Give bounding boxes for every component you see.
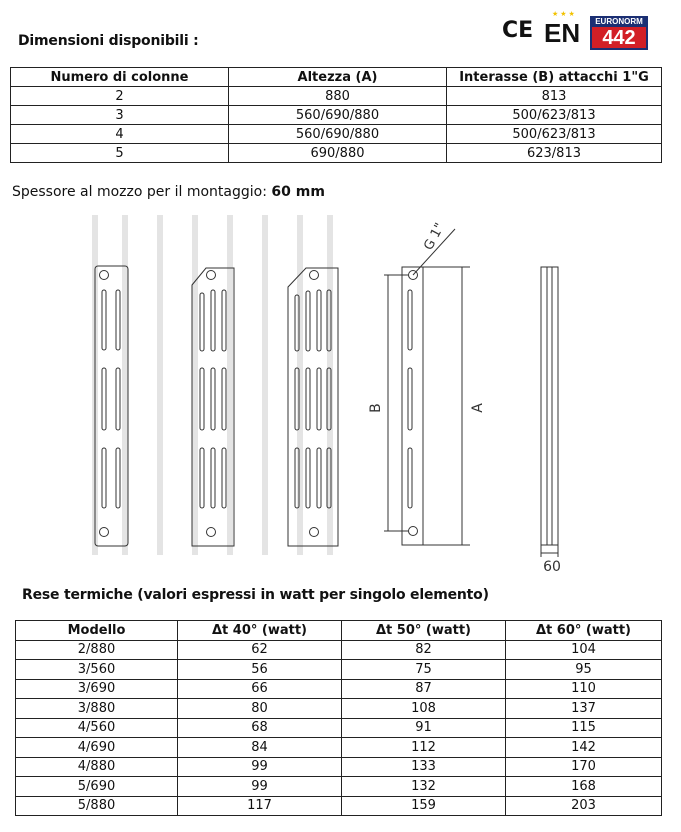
header-cell: Δt 40° (watt) [178, 621, 342, 641]
spessore-line [12, 184, 325, 200]
eu-stars-icon: ★★★ [552, 10, 577, 18]
table-row [16, 640, 662, 660]
label-a: A [470, 403, 486, 413]
table-row [16, 718, 662, 738]
table-cell: 87 [342, 679, 506, 699]
table-cell: 5/690 [16, 777, 178, 797]
table-cell: 117 [178, 796, 342, 816]
radiator-element-4-columns [288, 268, 338, 546]
euronorm-label: EURONORM [590, 16, 648, 27]
spessore-value: 60 mm [271, 184, 325, 200]
table-row [16, 699, 662, 719]
table-cell: 168 [506, 777, 662, 797]
rese-termiche-table [15, 620, 662, 816]
table-cell: 56 [178, 660, 342, 680]
table-cell: 4/880 [16, 757, 178, 777]
table-cell: 75 [342, 660, 506, 680]
table-row [11, 144, 662, 163]
spessore-label: Spessore al mozzo per il montaggio: [12, 184, 272, 200]
table-cell: 110 [506, 679, 662, 699]
label-60: 60 [543, 559, 561, 575]
table-row [11, 87, 662, 106]
table-row [11, 106, 662, 125]
table-cell: 80 [178, 699, 342, 719]
table-cell: 68 [178, 718, 342, 738]
table-cell: 142 [506, 738, 662, 758]
header-cell: Interasse (B) attacchi 1"G [447, 68, 662, 87]
table-cell: 4 [11, 125, 229, 144]
dimensioni-heading: Dimensioni disponibili : [18, 33, 199, 49]
table-cell: 4/690 [16, 738, 178, 758]
table-cell: 880 [229, 87, 447, 106]
table-row [16, 796, 662, 816]
table-cell: 3/690 [16, 679, 178, 699]
rese-heading: Rese termiche (valori espressi in watt per singolo elemento) [22, 587, 489, 603]
euronorm-number: 442 [602, 27, 636, 49]
table-cell: 99 [178, 757, 342, 777]
table-cell: 623/813 [447, 144, 662, 163]
table-cell: 104 [506, 640, 662, 660]
label-b: B [368, 403, 384, 413]
header-cell: Δt 50° (watt) [342, 621, 506, 641]
table-row [11, 125, 662, 144]
table-cell: 108 [342, 699, 506, 719]
table-row [16, 777, 662, 797]
table-header-row [16, 621, 662, 641]
table-cell: 62 [178, 640, 342, 660]
radiator-edge-view [541, 267, 558, 557]
table-cell: 560/690/880 [229, 125, 447, 144]
table-cell: 203 [506, 796, 662, 816]
table-cell: 133 [342, 757, 506, 777]
table-row [16, 757, 662, 777]
table-cell: 5 [11, 144, 229, 163]
table-cell: 115 [506, 718, 662, 738]
table-cell: 2 [11, 87, 229, 106]
dimensioni-table [10, 67, 662, 163]
table-row [16, 660, 662, 680]
table-cell: 4/560 [16, 718, 178, 738]
table-cell: 99 [178, 777, 342, 797]
radiator-side-view [384, 229, 470, 545]
table-cell: 560/690/880 [229, 106, 447, 125]
table-cell: 137 [506, 699, 662, 719]
table-cell: 95 [506, 660, 662, 680]
header-cell: Modello [16, 621, 178, 641]
table-cell: 132 [342, 777, 506, 797]
header-cell: Numero di colonne [11, 68, 229, 87]
table-cell: 5/880 [16, 796, 178, 816]
table-cell: 690/880 [229, 144, 447, 163]
table-cell: 170 [506, 757, 662, 777]
table-cell: 112 [342, 738, 506, 758]
table-cell: 3/880 [16, 699, 178, 719]
en-logo: EN [544, 18, 581, 48]
table-cell: 813 [447, 87, 662, 106]
ce-mark-logo: CE [502, 18, 534, 43]
table-row [16, 679, 662, 699]
header-cell: Δt 60° (watt) [506, 621, 662, 641]
header-cell: Altezza (A) [229, 68, 447, 87]
table-cell: 84 [178, 738, 342, 758]
table-cell: 66 [178, 679, 342, 699]
table-header-row [11, 68, 662, 87]
table-cell: 3/560 [16, 660, 178, 680]
table-cell: 82 [342, 640, 506, 660]
radiator-drawing [0, 205, 681, 580]
table-cell: 91 [342, 718, 506, 738]
table-cell: 3 [11, 106, 229, 125]
label-g1: G 1" [421, 220, 448, 253]
table-cell: 2/880 [16, 640, 178, 660]
table-row [16, 738, 662, 758]
table-cell: 500/623/813 [447, 125, 662, 144]
table-cell: 500/623/813 [447, 106, 662, 125]
table-cell: 159 [342, 796, 506, 816]
